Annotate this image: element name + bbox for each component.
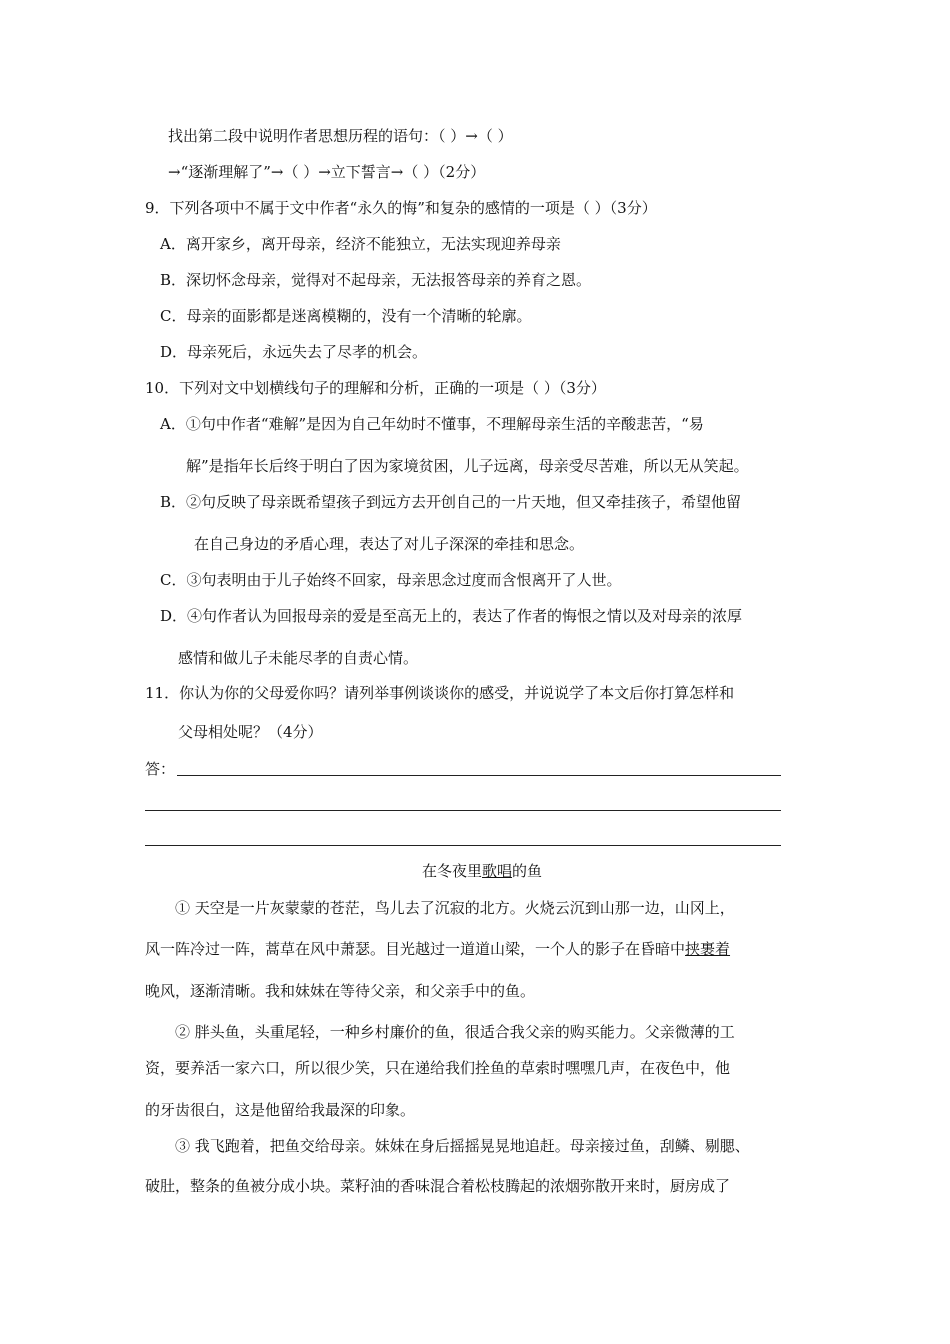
q9-option-a: A．离开家乡，离开母亲，经济不能独立，无法实现迎养母亲 xyxy=(160,235,561,253)
q9-stem: 9．下列各项中不属于文中作者“永久的悔”和复杂的感情的一项是（ ）（3分） xyxy=(145,199,657,217)
q11-line-2: 父母相处呢？（4分） xyxy=(178,723,323,741)
para-1-line-3: 晚风，逐渐清晰。我和妹妹在等待父亲，和父亲手中的鱼。 xyxy=(145,982,536,1000)
q11-line-1: 11．你认为你的父母爱你吗？请列举事例谈谈你的感受，并说说学了本文后你打算怎样和 xyxy=(145,684,735,702)
q10-option-d-line-1: D．④句作者认为回报母亲的爱是至高无上的，表达了作者的悔恨之情以及对母亲的浓厚 xyxy=(160,607,743,625)
para-2-line-3: 的牙齿很白，这是他留给我最深的印象。 xyxy=(145,1101,416,1119)
para-1-line-1: ① 天空是一片灰蒙蒙的苍茫，鸟儿去了沉寂的北方。火烧云沉到山那一边，山冈上， xyxy=(175,899,735,917)
q9-option-c: C．母亲的面影都是迷离模糊的，没有一个清晰的轮廓。 xyxy=(160,307,532,325)
q8-line-1: 找出第二段中说明作者思想历程的语句：（ ）→（ ） xyxy=(168,127,513,145)
q10-option-a-line-1: A．①句中作者“难解”是因为自己年幼时不懂事，不理解母亲生活的辛酸悲苦，“易 xyxy=(160,415,704,433)
q10-stem: 10．下列对文中划横线句子的理解和分析，正确的一项是（ ）（3分） xyxy=(145,379,606,397)
para-2-line-1: ② 胖头鱼，头重尾轻，一种乡村廉价的鱼，很适合我父亲的购买能力。父亲微薄的工 xyxy=(175,1023,735,1041)
q10-option-a-line-2: 解”是指年长后终于明白了因为家境贫困，儿子远离，母亲受尽苦难，所以无从笑起。 xyxy=(186,457,749,475)
para-1-line-2: 风一阵冷过一阵，蒿草在风中萧瑟。目光越过一道道山梁，一个人的影子在昏暗中挟裹着 xyxy=(145,940,731,958)
q10-option-c: C．③句表明由于儿子始终不回家，母亲思念过度而含恨离开了人世。 xyxy=(160,571,622,589)
answer-line-2[interactable] xyxy=(145,810,781,811)
q8-line-2: →“逐渐理解了”→（ ）→立下誓言→（ ）（2分） xyxy=(168,163,486,181)
q10-option-d-line-2: 感情和做儿子未能尽孝的自责心情。 xyxy=(178,649,419,667)
essay-title: 在冬夜里歌唱的鱼 xyxy=(422,862,543,880)
answer-label: 答： xyxy=(145,760,176,778)
q10-option-b-line-1: B．②句反映了母亲既希望孩子到远方去开创自己的一片天地，但又牵挂孩子，希望他留 xyxy=(160,493,742,511)
answer-line-3[interactable] xyxy=(145,845,781,846)
para-3-line-2: 破肚，整条的鱼被分成小块。菜籽油的香味混合着松枝腾起的浓烟弥散开来时，厨房成了 xyxy=(145,1177,731,1195)
para-1-underlined-phrase: 挟裹着 xyxy=(685,940,731,958)
para-2-line-2: 资，要养活一家六口，所以很少笑，只在递给我们拴鱼的草索时嘿嘿几声，在夜色中，他 xyxy=(145,1059,731,1077)
para-3-line-1: ③ 我飞跑着，把鱼交给母亲。妹妹在身后摇摇晃晃地追赶。母亲接过鱼，刮鳞、剔腮、 xyxy=(175,1137,750,1155)
essay-title-underlined: 歌唱 xyxy=(482,862,513,880)
q9-option-b: B．深切怀念母亲，觉得对不起母亲，无法报答母亲的养育之恩。 xyxy=(160,271,592,289)
q10-option-b-line-2: 在自己身边的矛盾心理，表达了对儿子深深的牵挂和思念。 xyxy=(194,535,585,553)
answer-line-1[interactable] xyxy=(177,775,781,776)
q9-option-d: D．母亲死后，永远失去了尽孝的机会。 xyxy=(160,343,428,361)
